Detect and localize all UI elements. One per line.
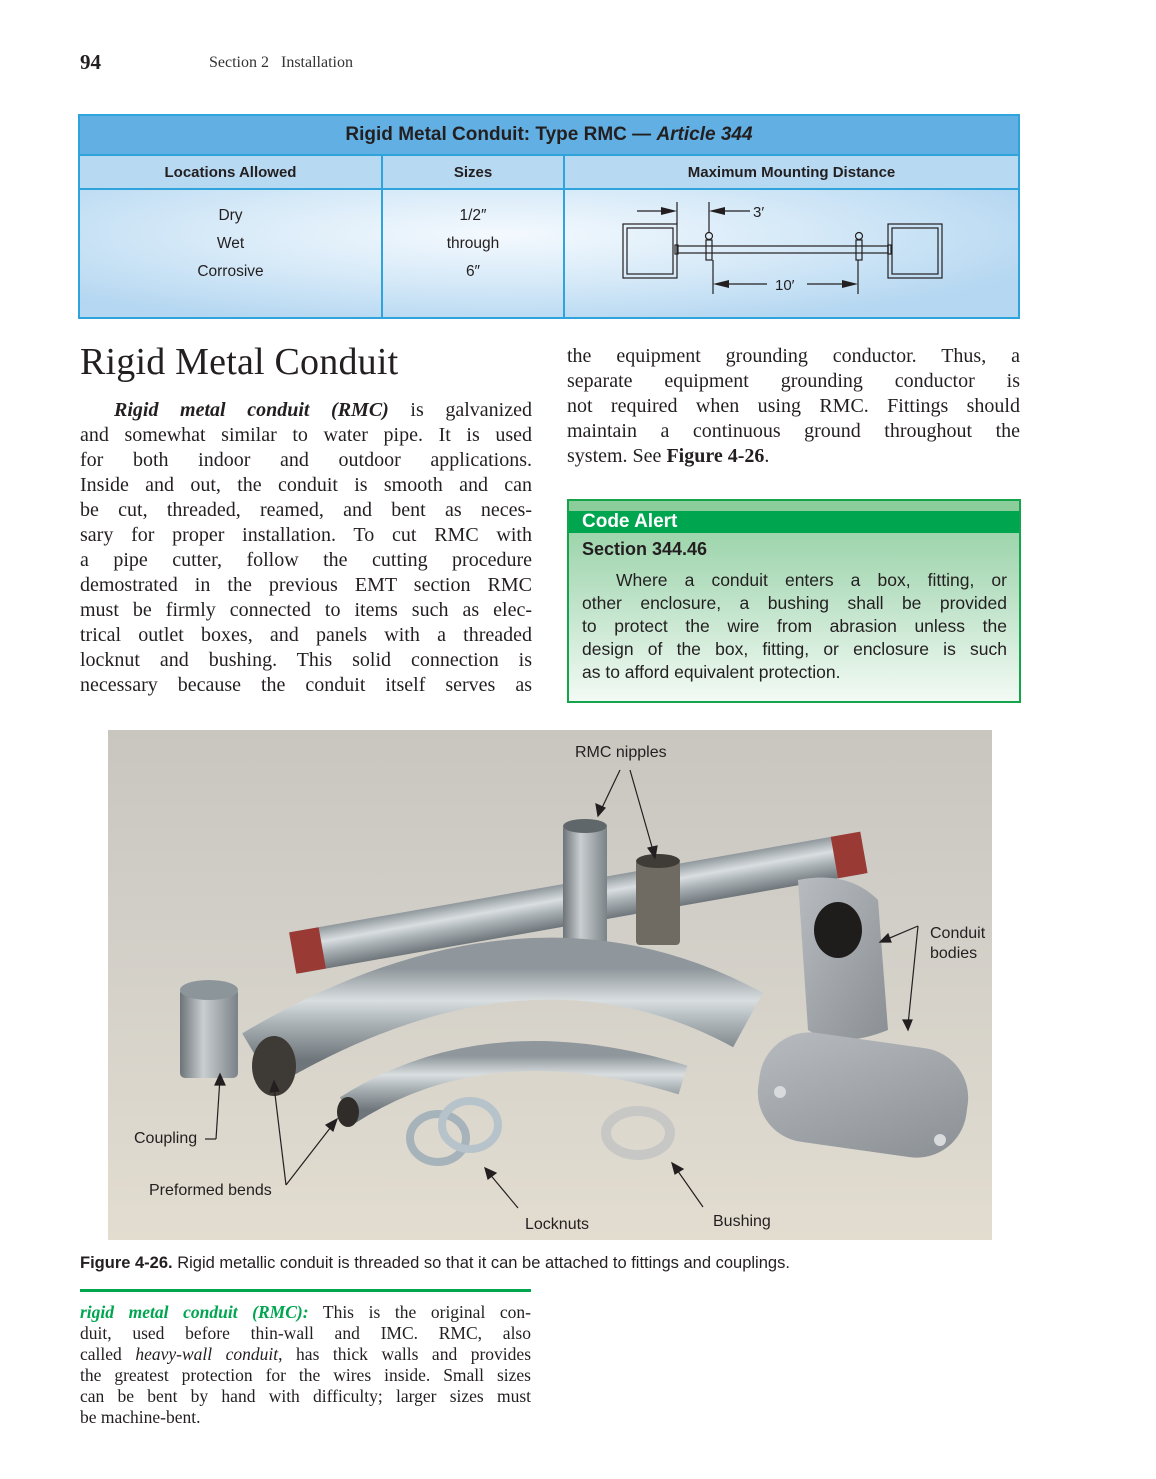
figure-caption <box>80 1254 790 1273</box>
glossary-line: can be bent by hand with difficulty; larger sizes must <box>80 1386 531 1406</box>
size-through: through <box>446 235 500 252</box>
body-line: and somewhat similar to water pipe. It is used <box>80 424 532 446</box>
glossary-entry <box>80 1302 531 1428</box>
code-alert-box <box>567 499 1021 703</box>
rmc-spec-table <box>78 114 1020 319</box>
dimension-3ft: 3′ <box>753 204 765 221</box>
body-line: be cut, threaded, reamed, and bent as neces- <box>80 499 532 521</box>
glossary-term: rigid metal conduit (RMC): <box>80 1302 309 1322</box>
conduit-body-upright <box>798 878 888 1041</box>
table-title-main: Rigid Metal Conduit: Type RMC — <box>345 124 657 145</box>
figure-caption-text: Rigid metallic conduit is threaded so that it can be attached to fittings and couplings. <box>172 1254 790 1272</box>
body-line: sary for proper installation. To cut RMC with <box>80 524 532 546</box>
callout-rmc-nipples: RMC nipples <box>575 744 667 761</box>
glossary-line: duit, used before thin-wall and IMC. RMC, also <box>80 1323 531 1343</box>
location-corrosive: Corrosive <box>197 263 264 280</box>
callout-preformed-bends: Preformed bends <box>149 1182 272 1199</box>
size-max: 6″ <box>465 263 481 280</box>
size-min: 1/2″ <box>459 207 487 224</box>
header-sizes: Sizes <box>383 156 565 188</box>
location-wet: Wet <box>216 235 245 252</box>
page-number: 94 <box>80 50 101 74</box>
code-alert-top-strip <box>569 501 1019 511</box>
callout-coupling: Coupling <box>134 1130 198 1147</box>
alert-line: Where a conduit enters a box, fitting, or <box>616 570 1007 590</box>
figure-caption-label: Figure 4-26. <box>80 1254 173 1272</box>
alert-line: as to afford equivalent protection. <box>582 662 841 682</box>
alert-line: to protect the wire from abrasion unless the <box>582 616 1007 636</box>
body-line: maintain a continuous ground throughout the <box>567 420 1020 442</box>
section-heading: Rigid Metal Conduit <box>80 341 399 383</box>
body-line: system. See Figure 4-26. <box>567 445 770 467</box>
body-line: separate equipment grounding conductor is <box>567 370 1020 392</box>
code-alert-section: Section 344.46 <box>582 539 708 559</box>
body-line: Inside and out, the conduit is smooth and can <box>80 474 532 496</box>
glossary-line: be machine-bent. <box>80 1407 201 1427</box>
glossary-rule <box>80 1289 531 1292</box>
body-left-column <box>80 398 532 698</box>
body-line: the equipment grounding conductor. Thus, a <box>567 345 1020 367</box>
body-line: not required when using RMC. Fittings should <box>567 395 1020 417</box>
glossary-line: rigid metal conduit (RMC): This is the original con- <box>80 1302 532 1322</box>
bushing <box>606 1111 670 1155</box>
figure-4-26-photo <box>108 730 992 1240</box>
callout-locknuts: Locknuts <box>525 1216 590 1233</box>
table-body-row <box>80 190 1018 317</box>
alert-line: design of the box, fitting, or enclosure is such <box>582 639 1007 659</box>
body-right-column <box>567 344 1020 469</box>
locknut-2 <box>442 1101 498 1149</box>
small-preformed-bend <box>348 1056 683 1110</box>
mounting-diagram-icon <box>605 196 965 311</box>
body-line: a pipe cutter, follow the cutting procedure <box>80 549 532 571</box>
sizes-cell <box>383 190 565 317</box>
body-line: Rigid metal conduit (RMC) is galvanized <box>114 399 532 421</box>
rmc-nipple-1 <box>563 825 607 945</box>
lead-term: Rigid metal conduit (RMC) <box>114 399 389 421</box>
locations-cell <box>80 190 383 317</box>
body-line: demostrated in the previous EMT section RMC <box>80 574 532 596</box>
alert-line: other enclosure, a bushing shall be provided <box>582 593 1007 613</box>
body-line: must be firmly connected to items such as elec- <box>80 599 532 621</box>
header-max-mounting-distance: Maximum Mounting Distance <box>687 163 896 181</box>
conduit-fittings-illustration <box>108 730 992 1240</box>
section-label: Section 2 Installation <box>209 54 353 71</box>
glossary-line: called heavy-wall conduit, has thick walls and provides <box>80 1344 531 1364</box>
callout-bushing: Bushing <box>713 1213 771 1230</box>
rmc-nipple-2 <box>636 860 680 945</box>
mounting-distance-diagram <box>565 190 1018 317</box>
figure-reference-link[interactable]: Figure 4-26 <box>666 445 765 467</box>
body-line: necessary because the conduit itself serves as <box>80 674 532 696</box>
body-line: trical outlet boxes, and panels with a threaded <box>80 624 532 646</box>
locknut-1 <box>410 1114 466 1162</box>
coupling <box>180 988 238 1078</box>
dimension-10ft: 10′ <box>775 277 795 294</box>
location-dry: Dry <box>218 207 243 224</box>
code-alert-title: Code Alert <box>569 511 1019 533</box>
body-line: locknut and bushing. This solid connection is <box>80 649 532 671</box>
code-alert-body <box>569 560 1019 684</box>
body-line: for both indoor and outdoor applications. <box>80 449 532 471</box>
callout-conduit-bodies: Conduit bodies <box>930 925 986 962</box>
glossary-line: the greatest protection for the wires inside. Small sizes <box>80 1365 531 1385</box>
table-header-row <box>80 156 1018 190</box>
table-title-article: Article 344 <box>656 124 753 145</box>
header-locations-allowed: Locations Allowed <box>80 156 383 188</box>
table-title <box>80 116 1018 156</box>
